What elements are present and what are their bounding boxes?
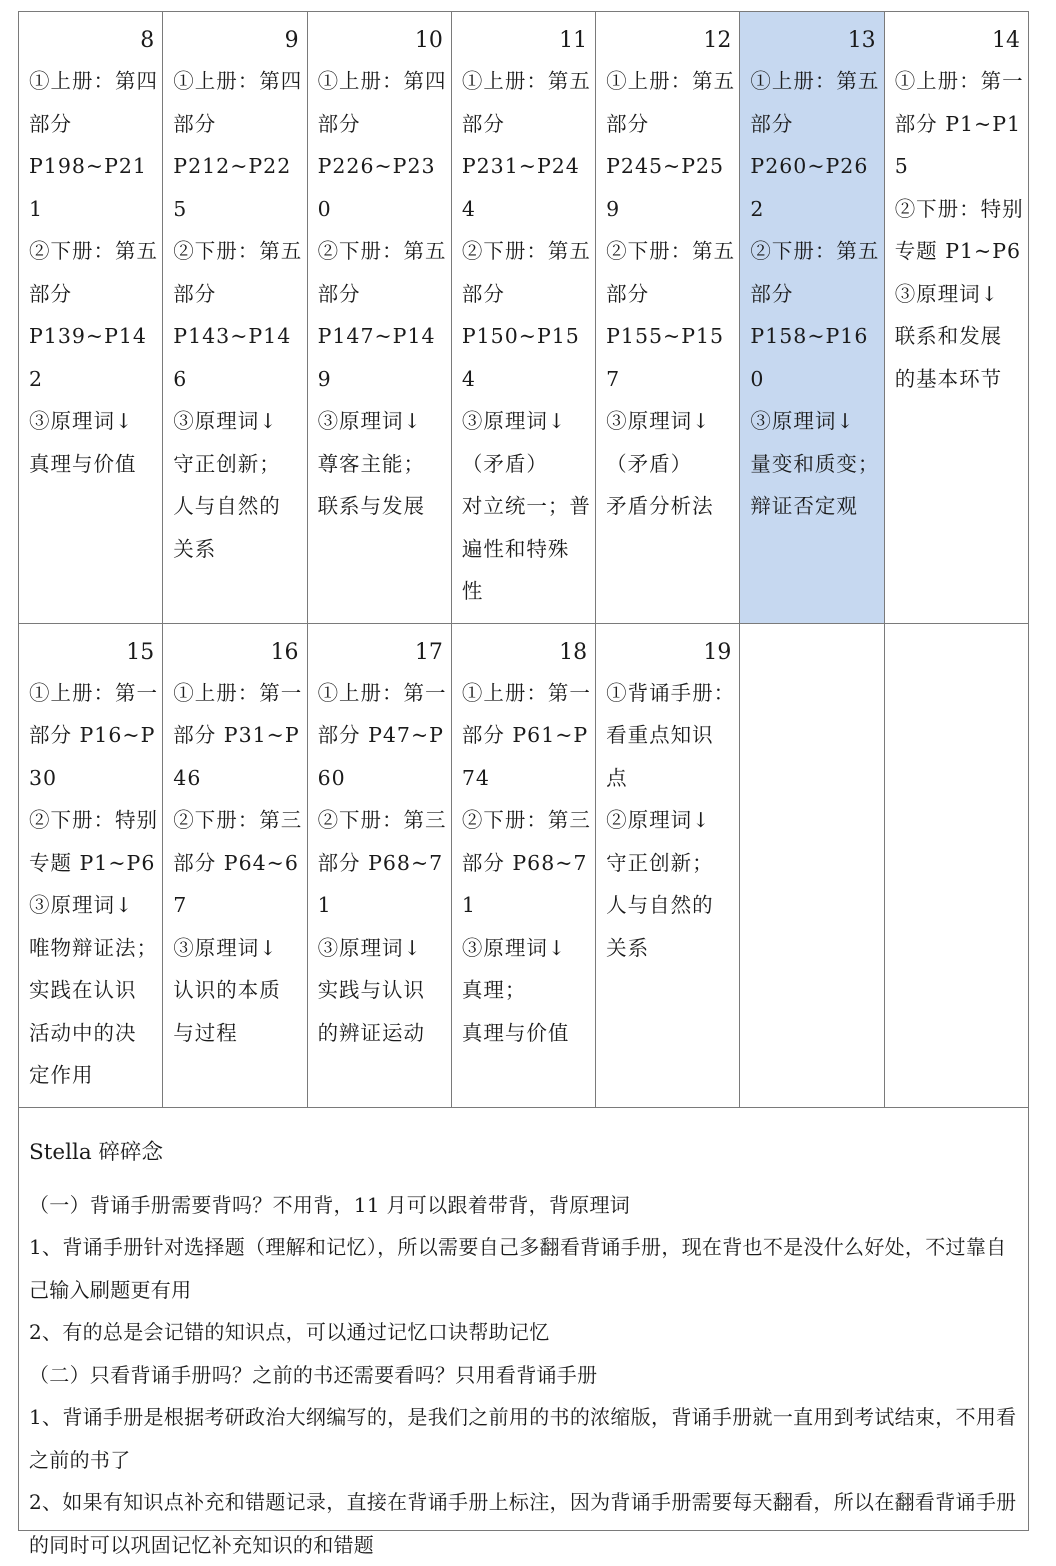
- day-task-line: 真理与价值: [29, 443, 158, 486]
- day-task-line: 关系: [173, 528, 302, 571]
- day-task-line: ①上册：第五: [750, 60, 879, 103]
- day-task-line: 部分 P61~P74: [462, 714, 591, 799]
- day-task-line: 的基本环节: [895, 358, 1024, 401]
- note-line: （一）背诵手册需要背吗？不用背，11 月可以跟着带背，背原理词: [29, 1184, 1018, 1227]
- day-task-line: ①上册：第四: [173, 60, 302, 103]
- day-task-line: 部分: [606, 103, 735, 146]
- day-task-line: ③原理词↓: [606, 400, 735, 443]
- day-number: 14: [895, 26, 1024, 56]
- day-task-line: ①上册：第五: [462, 60, 591, 103]
- day-task-line: 真理与价值: [462, 1012, 591, 1055]
- day-task-line: P231~P244: [462, 145, 591, 230]
- study-calendar-table: [18, 11, 1029, 1108]
- day-number: 18: [462, 638, 591, 668]
- day-task-line: ③原理词↓: [29, 884, 158, 927]
- day-task-line: ②下册：第五: [29, 230, 158, 273]
- day-task-line: 矛盾分析法: [606, 485, 735, 528]
- day-task-line: 部分: [29, 273, 158, 316]
- study-schedule-document: [18, 11, 1029, 1531]
- day-task-line: 点: [606, 757, 735, 800]
- day-task-line: 看重点知识: [606, 714, 735, 757]
- day-task-line: P158~P160: [750, 315, 879, 400]
- day-task-line: ①上册：第四: [318, 60, 447, 103]
- calendar-day-cell: [884, 12, 1028, 624]
- day-task-line: P155~P157: [606, 315, 735, 400]
- calendar-day-cell: [451, 623, 595, 1107]
- day-task-line: P226~P230: [318, 145, 447, 230]
- day-task-line: 部分: [318, 273, 447, 316]
- day-number: 19: [606, 638, 735, 668]
- calendar-day-cell: [163, 12, 307, 624]
- day-task-line: 部分: [462, 273, 591, 316]
- day-number: 8: [29, 26, 158, 56]
- day-task-line: 活动中的决: [29, 1012, 158, 1055]
- day-task-line: 认识的本质: [173, 969, 302, 1012]
- day-number: 16: [173, 638, 302, 668]
- day-number: 10: [318, 26, 447, 56]
- day-task-line: 性: [462, 570, 591, 613]
- day-task-line: P245~P259: [606, 145, 735, 230]
- day-task-line: P260~P262: [750, 145, 879, 230]
- day-task-line: P147~P149: [318, 315, 447, 400]
- day-task-line: ③原理词↓: [318, 400, 447, 443]
- calendar-day-cell: [884, 623, 1028, 1107]
- day-task-line: ②下册：第五: [606, 230, 735, 273]
- day-task-line: 部分 P64~67: [173, 842, 302, 927]
- day-task-line: 定作用: [29, 1054, 158, 1097]
- day-task-line: 联系与发展: [318, 485, 447, 528]
- calendar-day-cell: [740, 623, 884, 1107]
- day-task-line: 部分: [173, 273, 302, 316]
- day-task-line: 部分 P31~P46: [173, 714, 302, 799]
- day-task-line: P139~P142: [29, 315, 158, 400]
- note-line: 1、背诵手册是根据考研政治大纲编写的，是我们之前用的书的浓缩版，背诵手册就一直用到考试结束，不用看之前的书了: [29, 1396, 1018, 1481]
- day-task-line: 部分 P68~71: [462, 842, 591, 927]
- day-task-line: ①上册：第一: [173, 672, 302, 715]
- note-line: 2、有的总是会记错的知识点，可以通过记忆口诀帮助记忆: [29, 1311, 1018, 1354]
- day-task-line: P212~P225: [173, 145, 302, 230]
- day-number: 13: [750, 26, 879, 56]
- day-task-line: ②下册：第三: [462, 799, 591, 842]
- day-task-line: 守正创新；: [173, 443, 302, 486]
- day-task-line: ②下册：第五: [173, 230, 302, 273]
- day-task-line: P198~P211: [29, 145, 158, 230]
- day-task-line: ①上册：第一: [462, 672, 591, 715]
- day-task-line: 部分 P68~71: [318, 842, 447, 927]
- day-task-line: 辩证否定观: [750, 485, 879, 528]
- day-task-line: ②下册：第五: [318, 230, 447, 273]
- day-task-line: 对立统一；普: [462, 485, 591, 528]
- day-task-line: ②原理词↓: [606, 799, 735, 842]
- notes-list: [29, 1184, 1018, 1566]
- calendar-day-cell: [596, 623, 740, 1107]
- day-task-line: ①上册：第五: [606, 60, 735, 103]
- note-line: 2、如果有知识点补充和错题记录，直接在背诵手册上标注，因为背诵手册需要每天翻看，所以在翻看背诵手册的同时可以巩固记忆补充知识的和错题: [29, 1481, 1018, 1566]
- day-task-line: 部分: [750, 103, 879, 146]
- day-task-line: ②下册：第三: [318, 799, 447, 842]
- day-task-line: 部分: [29, 103, 158, 146]
- day-task-line: ②下册：第三: [173, 799, 302, 842]
- note-line: （二）只看背诵手册吗？之前的书还需要看吗？只用看背诵手册: [29, 1354, 1018, 1397]
- day-task-line: ①上册：第一: [895, 60, 1024, 103]
- day-task-line: （矛盾）: [606, 443, 735, 486]
- day-task-line: 量变和质变；: [750, 443, 879, 486]
- day-task-line: （矛盾）: [462, 443, 591, 486]
- day-task-line: 守正创新；: [606, 842, 735, 885]
- day-number: 12: [606, 26, 735, 56]
- calendar-day-cell: [19, 12, 163, 624]
- day-task-line: ③原理词↓: [462, 927, 591, 970]
- day-task-line: 真理；: [462, 969, 591, 1012]
- day-task-line: 部分: [606, 273, 735, 316]
- day-task-line: 专题 P1~P6: [895, 230, 1024, 273]
- day-number: 11: [462, 26, 591, 56]
- day-task-line: 人与自然的: [606, 884, 735, 927]
- day-task-line: ③原理词↓: [318, 927, 447, 970]
- day-task-line: 部分: [318, 103, 447, 146]
- calendar-day-cell: [596, 12, 740, 624]
- day-task-line: ③原理词↓: [29, 400, 158, 443]
- day-task-line: ②下册：第五: [462, 230, 591, 273]
- day-task-line: 实践与认识: [318, 969, 447, 1012]
- notes-section: [18, 1108, 1029, 1531]
- day-task-line: ③原理词↓: [173, 927, 302, 970]
- day-task-line: 关系: [606, 927, 735, 970]
- day-number: 15: [29, 638, 158, 668]
- day-task-line: 实践在认识: [29, 969, 158, 1012]
- calendar-day-cell: [163, 623, 307, 1107]
- day-task-line: 人与自然的: [173, 485, 302, 528]
- day-task-line: ①上册：第一: [29, 672, 158, 715]
- day-task-line: 专题 P1~P6: [29, 842, 158, 885]
- day-task-line: 的辨证运动: [318, 1012, 447, 1055]
- day-task-line: ①背诵手册：: [606, 672, 735, 715]
- day-task-line: 与过程: [173, 1012, 302, 1055]
- day-task-line: P143~P146: [173, 315, 302, 400]
- day-task-line: 遍性和特殊: [462, 528, 591, 571]
- calendar-day-cell: [307, 623, 451, 1107]
- day-number: 17: [318, 638, 447, 668]
- day-task-line: ①上册：第一: [318, 672, 447, 715]
- day-task-line: 部分: [173, 103, 302, 146]
- day-task-line: 部分: [750, 273, 879, 316]
- day-number: 9: [173, 26, 302, 56]
- calendar-day-cell: [19, 623, 163, 1107]
- day-task-line: ②下册：特别: [895, 188, 1024, 231]
- calendar-week-row: [19, 623, 1029, 1107]
- day-task-line: ③原理词↓: [895, 273, 1024, 316]
- day-task-line: 部分: [462, 103, 591, 146]
- note-line: 1、背诵手册针对选择题（理解和记忆），所以需要自己多翻看背诵手册，现在背也不是没什么好处，不过靠自己输入刷题更有用: [29, 1226, 1018, 1311]
- calendar-week-row: [19, 12, 1029, 624]
- day-task-line: ②下册：特别: [29, 799, 158, 842]
- day-task-line: P150~P154: [462, 315, 591, 400]
- day-task-line: 尊客主能；: [318, 443, 447, 486]
- notes-title: Stella 碎碎念: [29, 1136, 1018, 1170]
- day-task-line: 部分 P47~P60: [318, 714, 447, 799]
- day-task-line: ③原理词↓: [462, 400, 591, 443]
- day-task-line: 联系和发展: [895, 315, 1024, 358]
- calendar-day-cell: [740, 12, 884, 624]
- day-task-line: 部分 P1~P15: [895, 103, 1024, 188]
- day-task-line: ③原理词↓: [750, 400, 879, 443]
- calendar-day-cell: [307, 12, 451, 624]
- day-task-line: ①上册：第四: [29, 60, 158, 103]
- day-task-line: ③原理词↓: [173, 400, 302, 443]
- calendar-day-cell: [451, 12, 595, 624]
- day-task-line: 唯物辩证法；: [29, 927, 158, 970]
- day-task-line: ②下册：第五: [750, 230, 879, 273]
- day-task-line: 部分 P16~P30: [29, 714, 158, 799]
